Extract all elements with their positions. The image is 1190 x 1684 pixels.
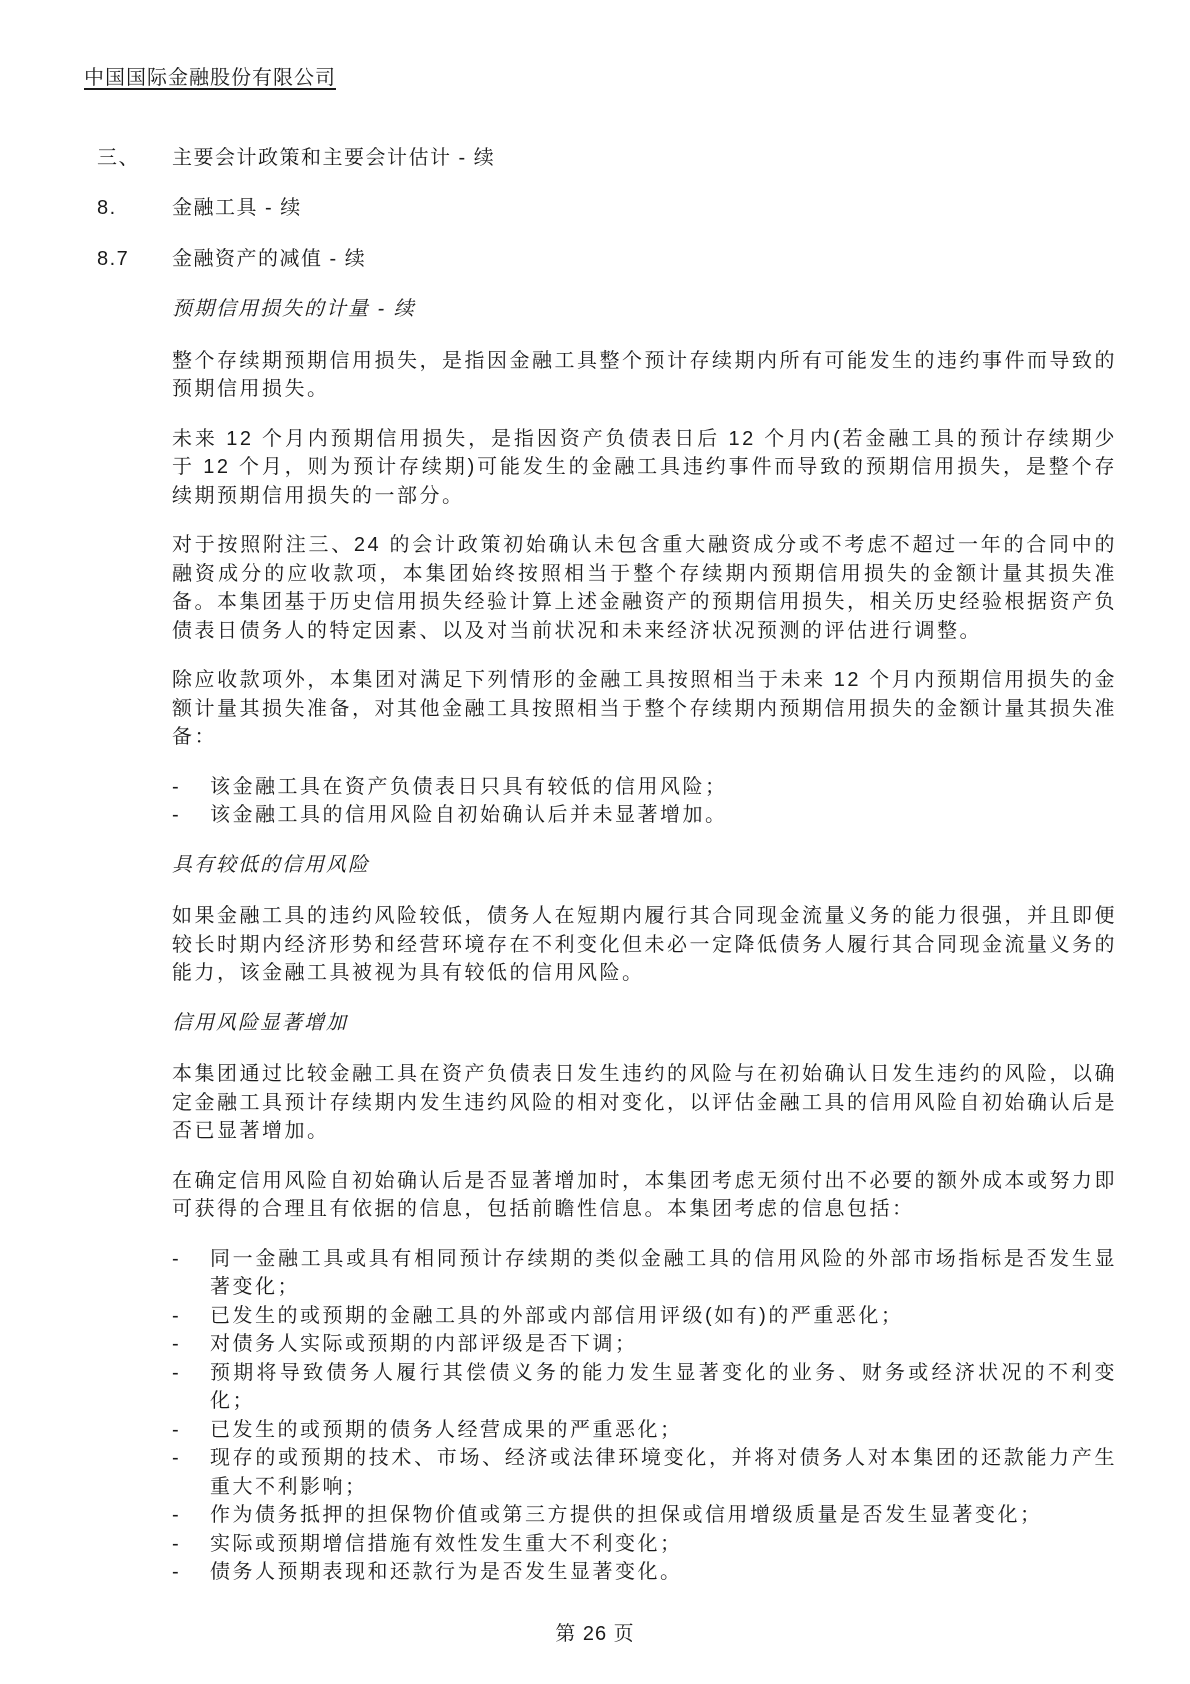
section-number: 8.7	[97, 247, 130, 270]
list-item	[172, 1302, 1117, 1331]
dash-marker: -	[172, 1418, 182, 1441]
list-item-text: 实际或预期增信措施有效性发生重大不利变化；	[210, 1532, 683, 1555]
list-item	[172, 1416, 1117, 1445]
dash-marker: -	[172, 775, 182, 798]
dash-marker: -	[172, 1561, 182, 1583]
list-item	[172, 801, 1117, 830]
list-item	[172, 1330, 1117, 1359]
dash-marker: -	[172, 1532, 182, 1555]
dash-marker: -	[172, 1304, 182, 1327]
dash-marker: -	[172, 1361, 182, 1384]
section-number: 8.	[97, 197, 117, 219]
list-item	[172, 773, 1117, 802]
dash-marker: -	[172, 1247, 182, 1270]
bullet-list-considered-information	[172, 1245, 1117, 1587]
list-item-text: 作为债务抵押的担保物价值或第三方提供的担保或信用增级质量是否发生显著变化；	[210, 1504, 1043, 1526]
dash-marker: -	[172, 1333, 182, 1355]
section-title: 主要会计政策和主要会计估计 - 续	[172, 146, 496, 169]
subheading-significant-increase: 信用风险显著增加	[172, 1011, 348, 1034]
subheading-ecl-measurement: 预期信用损失的计量 - 续	[172, 298, 416, 320]
section-title: 金融工具 - 续	[172, 197, 302, 219]
paragraph: 整个存续期预期信用损失，是指因金融工具整个预计存续期内所有可能发生的违约事件而导致的预期信用损失。	[172, 349, 1117, 400]
bullet-list-low-risk-criteria	[172, 773, 1117, 830]
text-column	[172, 295, 1117, 1587]
paragraph: 对于按照附注三、24 的会计政策初始确认未包含重大融资成分或不考虑不超过一年的合同中的融资成分的应收款项，本集团始终按照相当于整个存续期内预期信用损失的金额计量其损失准备。本集团基于历史信用损失经验计算上述金融资产的预期信用损失，相关历史经验根据资产负债表日债务人的特定因素、以及对当前状况和未来经济状况预测的评估进行调整。	[172, 534, 1117, 642]
list-item-text: 现存的或预期的技术、市场、经济或法律环境变化，并将对债务人对本集团的还款能力产生重大不利影响；	[210, 1447, 1117, 1498]
paragraph: 未来 12 个月内预期信用损失，是指因资产负债表日后 12 个月内(若金融工具的预计存续期少于 12 个月，则为预计存续期)可能发生的金融工具违约事件而导致的预期信用损失，是整个存续期预期信用损失的一部分。	[172, 427, 1117, 507]
section-number: 三、	[97, 146, 140, 169]
paragraph: 除应收款项外，本集团对满足下列情形的金融工具按照相当于未来 12 个月内预期信用损失的金额计量其损失准备，对其他金融工具按照相当于整个存续期内预期信用损失的金额计量其损失准备：	[172, 669, 1117, 748]
list-item-text: 债务人预期表现和还款行为是否发生显著变化。	[210, 1561, 683, 1583]
list-item-text: 同一金融工具或具有相同预计存续期的类似金融工具的信用风险的外部市场指标是否发生显著变化；	[210, 1247, 1117, 1298]
paragraph: 在确定信用风险自初始确认后是否显著增加时，本集团考虑无须付出不必要的额外成本或努力即可获得的合理且有依据的信息，包括前瞻性信息。本集团考虑的信息包括：	[172, 1169, 1117, 1220]
dash-marker: -	[172, 1504, 182, 1526]
page-number: 第 26 页	[555, 1623, 635, 1645]
list-item	[172, 1359, 1117, 1416]
list-item	[172, 1501, 1117, 1530]
list-item	[172, 1444, 1117, 1501]
list-item-text: 已发生的或预期的金融工具的外部或内部信用评级(如有)的严重恶化；	[210, 1304, 904, 1327]
dash-marker: -	[172, 804, 182, 826]
list-item	[172, 1530, 1117, 1559]
company-name-header: 中国国际金融股份有限公司	[84, 67, 336, 89]
list-item-text: 预期将导致债务人履行其偿债义务的能力发生显著变化的业务、财务或经济状况的不利变化；	[210, 1361, 1117, 1412]
document-body	[84, 64, 1117, 1608]
paragraph: 如果金融工具的违约风险较低，债务人在短期内履行其合同现金流量义务的能力很强，并且即便较长时期内经济形势和经营环境存在不利变化但未必一定降低债务人履行其合同现金流量义务的能力，该金融工具被视为具有较低的信用风险。	[172, 905, 1117, 984]
list-item-text: 已发生的或预期的债务人经营成果的严重恶化；	[210, 1418, 683, 1441]
dash-marker: -	[172, 1447, 182, 1469]
list-item	[172, 1558, 1117, 1587]
subheading-low-credit-risk: 具有较低的信用风险	[172, 853, 370, 876]
section-heading-level1	[97, 144, 1117, 173]
paragraph: 本集团通过比较金融工具在资产负债表日发生违约的风险与在初始确认日发生违约的风险，以确定金融工具预计存续期内发生违约风险的相对变化，以评估金融工具的信用风险自初始确认后是否已显著增加。	[172, 1063, 1117, 1142]
list-item	[172, 1245, 1117, 1302]
list-item-text: 该金融工具的信用风险自初始确认后并未显著增加。	[210, 804, 728, 826]
section-heading-level3	[97, 245, 1117, 274]
list-item-text: 该金融工具在资产负债表日只具有较低的信用风险；	[210, 775, 728, 798]
section-title: 金融资产的减值 - 续	[172, 247, 367, 270]
section-heading-level2	[97, 194, 1117, 223]
list-item-text: 对债务人实际或预期的内部评级是否下调；	[210, 1333, 638, 1355]
